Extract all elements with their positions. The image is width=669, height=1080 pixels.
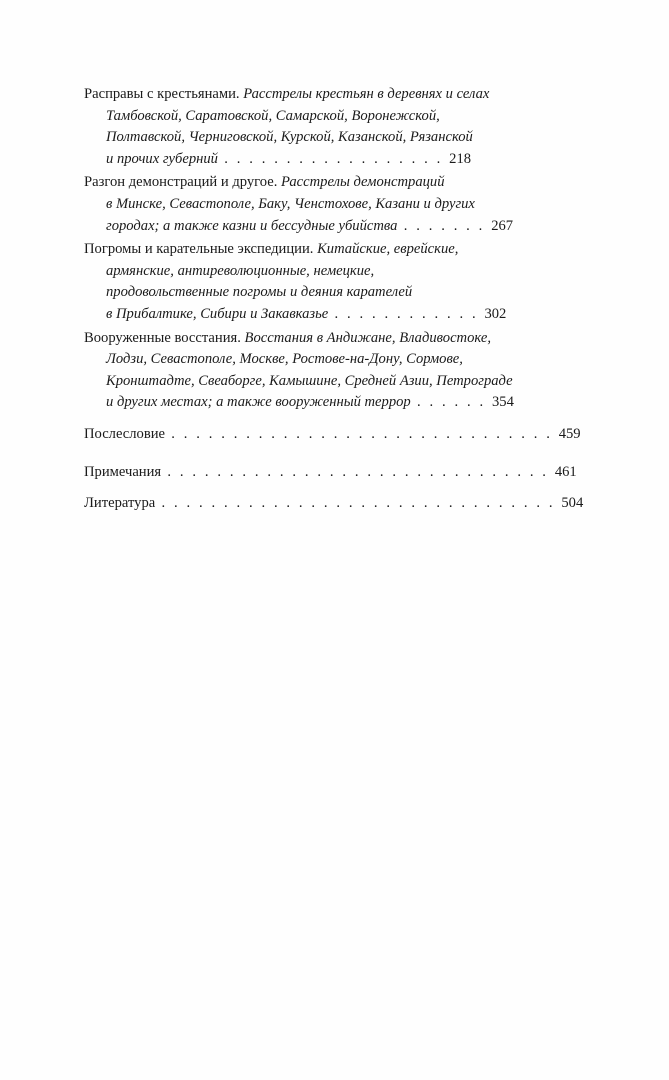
- toc-title: Вооруженные восстания.: [84, 329, 241, 346]
- toc-entry-line: [84, 371, 607, 393]
- toc-subtitle: Полтавской, Черниговской, Курской, Казанской, Рязанской: [106, 129, 473, 146]
- table-of-contents: [84, 84, 607, 517]
- toc-leader-dots: . . . . . . .: [397, 217, 492, 234]
- toc-page-number: 218: [449, 150, 472, 167]
- toc-page-number: 461: [554, 463, 577, 480]
- toc-subtitle: в Прибалтике, Сибири и Закавказье: [106, 305, 329, 322]
- toc-page-number: 302: [484, 305, 507, 322]
- toc-entry[interactable]: [84, 239, 607, 325]
- toc-entry-line: [84, 462, 607, 484]
- toc-subtitle: Лодзи, Севастополе, Москве, Ростове-на-Дону, Сормове,: [106, 351, 463, 368]
- toc-leader-dots: . . . . . . . . . . . .: [328, 305, 485, 322]
- toc-leader-dots: . . . . . . . . . . . . . . . . . .: [217, 150, 450, 167]
- toc-title: Примечания: [84, 463, 162, 480]
- toc-subtitle: продовольственные погромы и деяния карателей: [106, 284, 413, 301]
- toc-entry-line: [84, 349, 607, 371]
- toc-title: Литература: [84, 495, 156, 512]
- toc-subtitle: Восстания в Андижане, Владивостоке,: [240, 329, 491, 346]
- toc-subtitle: в Минске, Севастополе, Баку, Ченстохове, Казани и других: [106, 195, 475, 212]
- toc-entry[interactable]: [84, 84, 607, 170]
- toc-entry[interactable]: [84, 424, 607, 446]
- toc-leader-dots: . . . . . . . . . . . . . . . . . . . . . . . . . . . . . . .: [161, 463, 555, 480]
- toc-entry-line: [84, 149, 607, 171]
- toc-entry-line: [84, 106, 607, 128]
- toc-title: Расправы с крестьянами.: [84, 86, 240, 102]
- toc-title: Послесловие: [84, 425, 166, 442]
- toc-entry-line: [84, 172, 607, 194]
- toc-subtitle: Китайские, еврейские,: [313, 241, 459, 258]
- toc-leader-dots: . . . . . .: [410, 394, 492, 411]
- toc-title: Погромы и карательные экспедиции.: [84, 241, 314, 258]
- toc-entry[interactable]: [84, 328, 607, 414]
- toc-entry-line: [84, 392, 607, 414]
- toc-entry[interactable]: [84, 462, 607, 484]
- toc-entry-line: [84, 127, 607, 149]
- toc-page-number: 354: [491, 394, 514, 411]
- toc-subtitle: Расстрелы крестьян в деревнях и селах: [239, 86, 490, 102]
- toc-leader-dots: . . . . . . . . . . . . . . . . . . . . . . . . . . . . . . . .: [155, 495, 562, 512]
- toc-page-number: 504: [561, 495, 584, 512]
- toc-entry-line: [84, 493, 607, 515]
- toc-subtitle: Расстрелы демонстраций: [277, 174, 445, 191]
- toc-leader-dots: . . . . . . . . . . . . . . . . . . . . . . . . . . . . . . .: [165, 425, 559, 442]
- toc-entry-line: [84, 261, 607, 283]
- toc-entry-line: [84, 194, 607, 216]
- toc-entry-line: [84, 304, 607, 326]
- toc-entry[interactable]: [84, 172, 607, 237]
- toc-page-number: 267: [491, 217, 514, 234]
- toc-entry-line: [84, 328, 607, 350]
- toc-title: Разгон демонстраций и другое.: [84, 174, 278, 191]
- toc-subtitle: и других местах; а также вооруженный террор: [106, 394, 411, 411]
- toc-subtitle: Тамбовской, Саратовской, Самарской, Воронежской,: [106, 107, 440, 124]
- toc-entry-line: [84, 282, 607, 304]
- toc-entry[interactable]: [84, 493, 607, 515]
- toc-entry-line: [84, 239, 607, 261]
- toc-page-number: 459: [558, 425, 581, 442]
- toc-entry-line: [84, 84, 607, 106]
- toc-entry-line: [84, 216, 607, 238]
- toc-subtitle: армянские, антиреволюционные, немецкие,: [106, 262, 375, 279]
- toc-entry-line: [84, 424, 607, 446]
- toc-subtitle: Кронштадте, Свеаборге, Камышине, Средней Азии, Петрограде: [106, 372, 513, 389]
- toc-subtitle: городах; а также казни и бессудные убийства: [106, 217, 398, 234]
- toc-subtitle: и прочих губерний: [106, 150, 218, 167]
